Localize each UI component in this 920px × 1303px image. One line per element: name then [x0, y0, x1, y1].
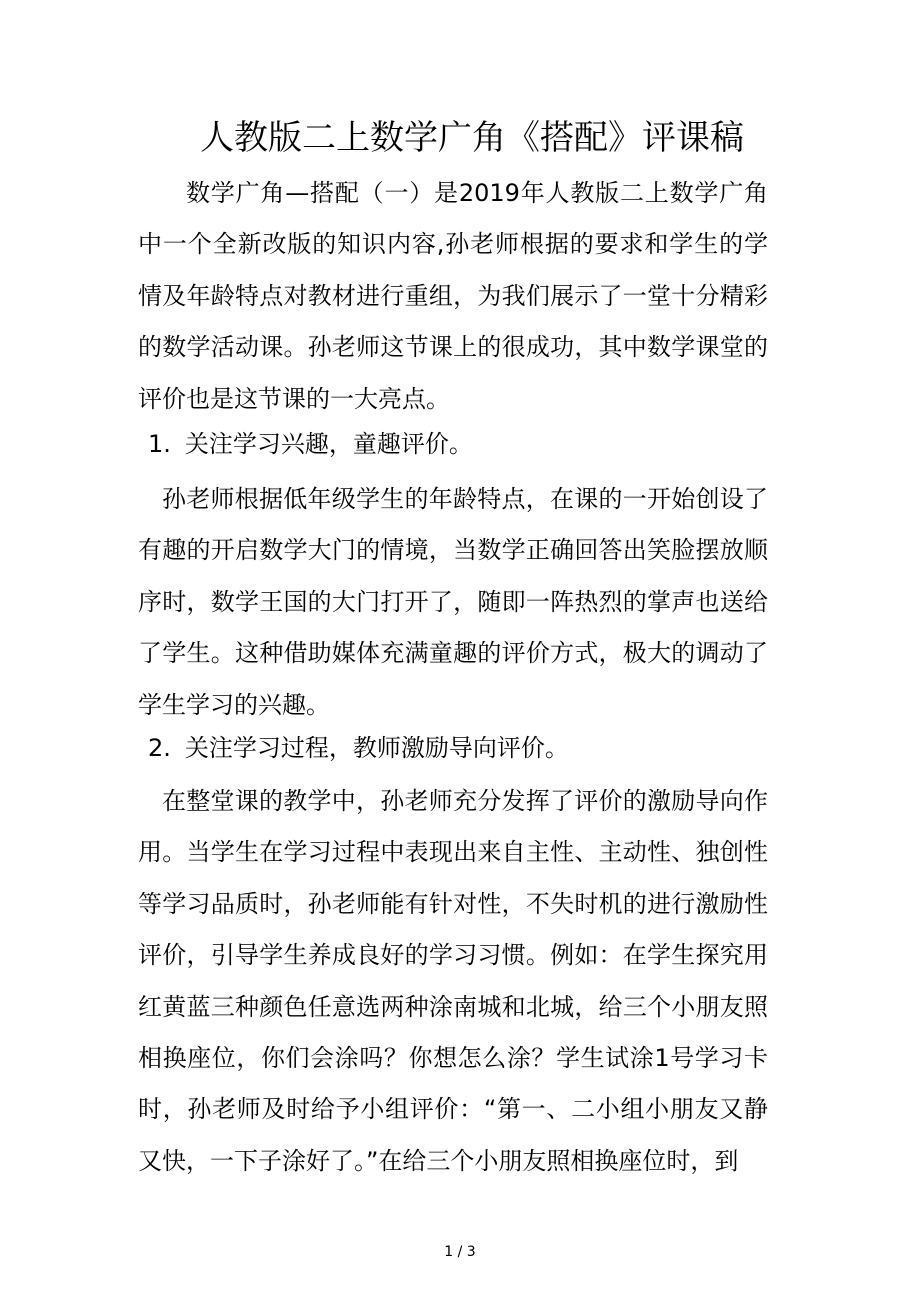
section-body-2: 在整堂课的教学中，孙老师充分发挥了评价的激励导向作用。当学生在学习过程中表现出来自主性、主动性、独创性等学习品质时，孙老师能有针对性，不失时机的进行激励性评价，引导学生养成良好的学习习惯。例如：在学生探究用红黄蓝三种颜色任意选两种涂南城和北城，给三个小朋友照相换座位，你们会涂吗？你想怎么涂？学生试涂1号学习卡时，孙老师及时给予小组评价：“第一、二小组小朋友又静又快，一下子涂好了。”在给三个小朋友照相换座位时，到 — [138, 787, 768, 1175]
section-heading-text-2: 关注学习过程，教师激励导向评价。 — [184, 734, 569, 762]
document-title: 人教版二上数学广角《搭配》评课稿 — [200, 118, 744, 158]
section-heading-2 — [148, 728, 569, 768]
section-number-2: 2. — [148, 734, 171, 762]
section-body-1: 孙老师根据低年级学生的年龄特点，在课的一开始创设了有趣的开启数学大门的情境，当数学正确回答出笑脸摆放顺序时，数学王国的大门打开了，随即一阵热烈的掌声也送给了学生。这种借助媒体充满童趣的评价方式，极大的调动了学生学习的兴趣。 — [138, 485, 768, 719]
section-number-1: 1. — [148, 430, 171, 458]
section-heading-1 — [148, 424, 473, 464]
page-number: 1 / 3 — [444, 1244, 476, 1260]
intro-paragraph: 数学广角—搭配（一）是2019年人教版二上数学广角中一个全新改版的知识内容,孙老师根据的要求和学生的学情及年龄特点对教材进行重组，为我们展示了一堂十分精彩的数学活动课。孙老师这节课上的很成功，其中数学课堂的评价也是这节课的一大亮点。 — [138, 179, 768, 413]
section-heading-text-1: 关注学习兴趣，童趣评价。 — [184, 430, 473, 458]
